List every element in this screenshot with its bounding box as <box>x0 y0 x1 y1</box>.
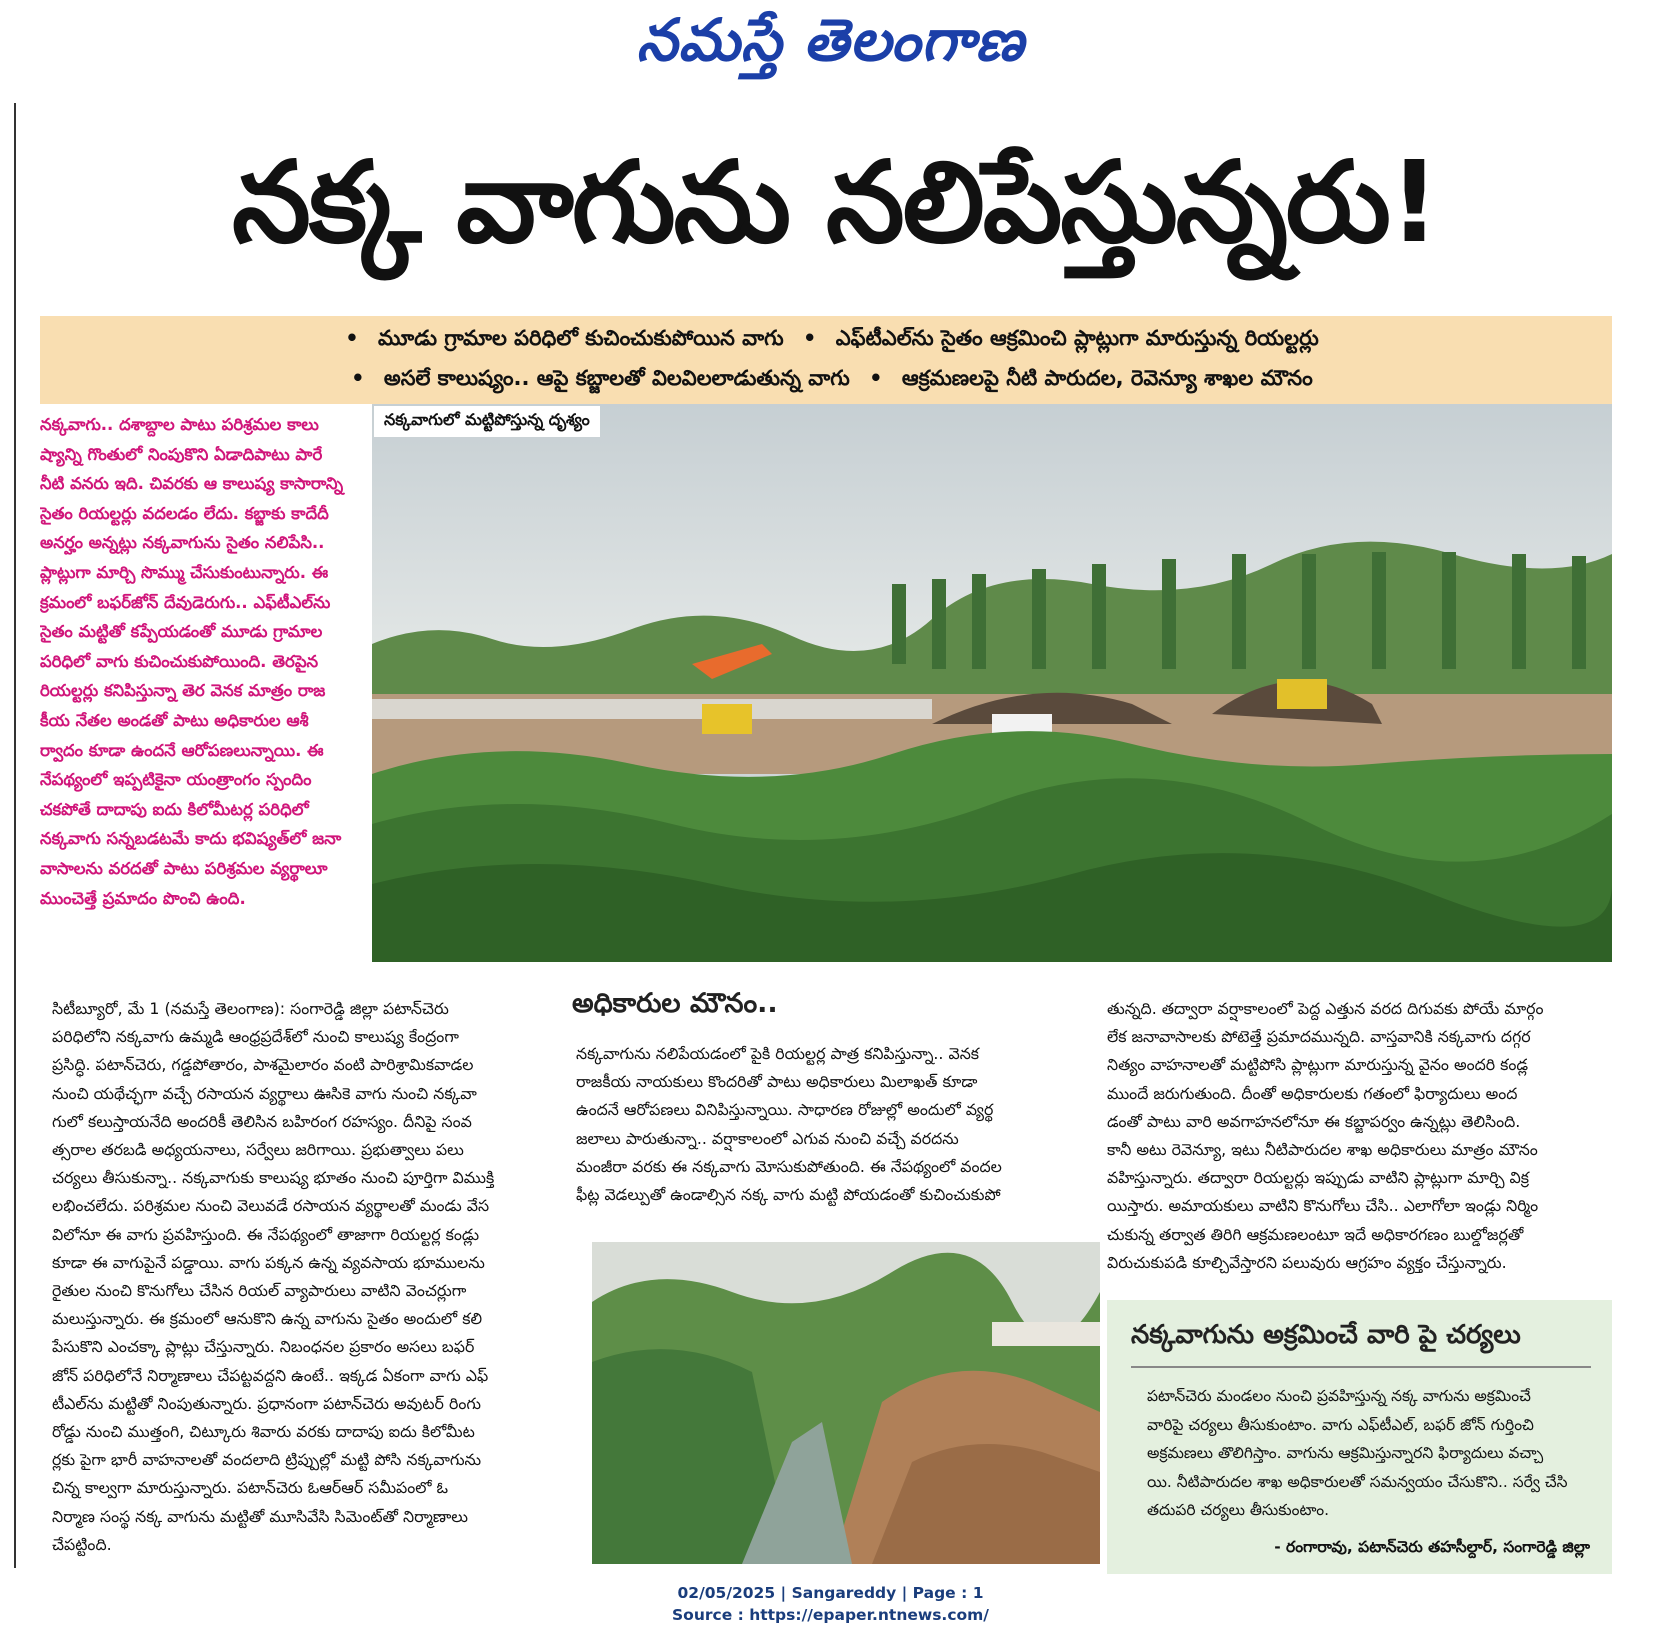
text-line: గులో కలుస్తాయనేది అందరికీ తెలిసిన బహిరంగ రహస్యం. దీనిపై సంవ <box>52 1111 472 1131</box>
intro-line: సైతం రియల్టర్లు వదలడం లేదు. కబ్జాకు కాదేదీ <box>40 503 329 523</box>
text-line: ఉందనే ఆరోపణలు వినిపిస్తున్నాయి. సాధారణ రోజుల్లో అందులో వ్యర్థ <box>576 1100 994 1120</box>
text-line: ఫీట్ల వెడల్పుతో ఉండాల్సిన నక్క వాగు మట్టి పోయడంతో కుచించుకుపో <box>576 1185 1001 1205</box>
text-line: టీఎల్‌ను మట్టితో నింపుతున్నారు. ప్రధానంగా పటాన్‌చెరు అవుటర్ రింగు <box>52 1393 481 1413</box>
text-line: కానీ అటు రెవెన్యూ, ఇటు నీటిపారుదల శాఖ అధికారులు మాత్రం మౌనం <box>1107 1140 1538 1160</box>
text-line: జోన్ పరిధిలోనే నిర్మాణాలు చేపట్టవద్దని ఉంటే.. ఇక్కడ ఏకంగా వాగు ఎఫ్ <box>52 1365 489 1385</box>
column-rule <box>14 103 16 1568</box>
intro-line: ప్లాట్లుగా మార్చి సొమ్ము చేసుకుంటున్నారు. ఈ <box>40 562 329 582</box>
article-column-1 <box>52 995 542 1559</box>
subheadline: మూడు గ్రామాల పరిధిలో కుచించుకుపోయిన వాగు <box>377 326 784 350</box>
intro-line: ర్వాదం కూడా ఉందనే ఆరోపణలున్నాయి. ఈ <box>40 740 324 760</box>
quote-box-body <box>1147 1382 1607 1525</box>
intro-line: నేపథ్యంలో ఇప్పటికైనా యంత్రాంగం స్పందిం <box>40 770 312 790</box>
text-line: చిన్న కాల్వగా మారుస్తున్నారు. పటాన్‌చెరు ఓఆర్ఆర్ సమీపంలో ఓ <box>52 1478 449 1498</box>
text-line: విలోనూ ఈ వాగు ప్రవహిస్తుంది. ఈ నేపథ్యంలో తాజాగా రియల్టర్ల కండ్లు <box>52 1224 480 1244</box>
text-line: పేసుకొని ఎంచక్కా ప్లాట్లు చేస్తున్నారు. నిబంధనల ప్రకారం అసలు బఫర్ <box>52 1337 475 1357</box>
intro-line: నీటి వనరు ఇది. చివరకు ఆ కాలుష్య కాసారాన్ని <box>40 474 344 494</box>
text-line: పరిధిలోని నక్కవాగు ఉమ్మడి ఆంధ్రప్రదేశ్‌లో నుంచి కాలుష్య కేంద్రంగా <box>52 1027 459 1047</box>
intro-line: అనర్హం అన్నట్లు నక్కవాగును సైతం నలిపేసి.. <box>40 533 325 553</box>
quote-line: తదుపరి చర్యలు తీసుకుంటాం. <box>1147 1501 1330 1519</box>
quote-box-title: నక్కవాగును అక్రమించే వారి పై చర్యలు <box>1131 1320 1591 1368</box>
text-line: యిస్తారు. అమాయకులు వాటిని కొనుగోలు చేసి.. ఎలాగోలా ఇండ్లు నిర్మిం <box>1107 1196 1539 1216</box>
text-line: లభించలేదు. పరిశ్రమల నుంచి వెలువడే రసాయన వ్యర్థాలతో మండు వేస <box>52 1196 490 1216</box>
page-headline: నక్క వాగును నలిపేస్తున్నరు! <box>232 138 1438 268</box>
quote-line: అక్రమణలు తొలిగిస్తాం. వాగును ఆక్రమిస్తున్నారని ఫిర్యాదులు వచ్చా <box>1147 1444 1544 1462</box>
text-line: చేపట్టింది. <box>52 1534 112 1554</box>
secondary-photo <box>592 1242 1100 1564</box>
quote-line: వారిపై చర్యలు తీసుకుంటాం. వాగు ఎఫ్‌టీఎల్, బఫర్ జోన్ గుర్తించి <box>1147 1415 1534 1434</box>
text-line: మంజీరా వరకు ఈ నక్కవాగు మోసుకుపోతుంది. ఈ నేపథ్యంలో వందల <box>576 1156 1002 1176</box>
text-line: చుకున్న తర్వాత తిరిగి ఆక్రమణలంటూ ఇదే అధికారగణం బుల్డోజర్లతో <box>1107 1224 1524 1244</box>
bullet-icon: • <box>351 366 365 390</box>
intro-line: వాసాలను వరదతో పాటు పరిశ్రమల వ్యర్థాలూ <box>40 858 328 878</box>
text-line: జలాలు పారుతున్నా.. వర్షాకాలంలో ఎగువ నుంచి వచ్చే వరదను <box>576 1128 959 1148</box>
subheadline-row-2 <box>40 366 1612 396</box>
text-line: రైతుల నుంచి కొనుగోలు చేసిన రియల్ వ్యాపారులు వాటిని వెంచర్లుగా <box>52 1281 467 1301</box>
text-line: త్సరాల తరబడి అధ్యయనాలు, సర్వేలు జరిగాయి. ప్రభుత్వాలు పలు <box>52 1140 464 1160</box>
photo-caption: నక్కవాగులో మట్టిపోస్తున్న దృశ్యం <box>374 406 600 437</box>
intro-line: కీయ నేతల అండతో పాటు అధికారుల ఆశీ <box>40 710 309 730</box>
intro-line: ముంచెత్తే ప్రమాదం పొంచి ఉంది. <box>40 888 246 908</box>
text-line: నక్కవాగును నలిపేయడంలో పైకి రియల్టర్ల పాత్ర కనిపిస్తున్నా.. వెనక <box>576 1044 980 1063</box>
subheadline: ఆక్రమణలపై నీటి పారుదల, రెవెన్యూ శాఖల మౌనం <box>901 366 1313 390</box>
text-line: నుంచి యథేచ్ఛగా వచ్చే రసాయన వ్యర్థాలు ఊసికె వాగు నుంచి నక్కవా <box>52 1083 477 1103</box>
text-line: లేక జనావాసాలకు పోటెత్తే ప్రమాదమున్నది. వాస్తవానికి నక్కవాగు దగ్గర <box>1107 1027 1531 1047</box>
intro-line: ష్యాన్ని గొంతులో నింపుకొని ఏడాదిపాటు పారే <box>40 444 323 464</box>
text-line: ప్రసిద్ధి. పటాన్‌చెరు, గడ్డపోతారం, పాశమైలారం వంటి పారిశ్రామికవాడల <box>52 1055 474 1075</box>
intro-line: రియల్టర్లు కనిపిస్తున్నా తెర వెనక మాత్రం రాజ <box>40 681 326 701</box>
text-line: నిత్యం వాహనాలతో మట్టిపోసి ప్లాట్లుగా మారుస్తున్న వైనం అందరి కండ్ల <box>1107 1055 1529 1075</box>
text-line: ర్లకు పైగా భారీ వాహనాలతో వందలాది ట్రిప్పుల్లో మట్టి పోసి నక్కవాగును <box>52 1450 482 1470</box>
intro-paragraph <box>40 410 358 913</box>
article-column-2 <box>576 1040 1082 1209</box>
subheadline: ఎఫ్‌టీఎల్‌ను సైతం ఆక్రమించి ప్లాట్లుగా మారుస్తున్న రియల్టర్లు <box>835 326 1319 350</box>
bullet-icon: • <box>345 326 359 350</box>
intro-line: క్రమంలో బఫర్‌జోన్ దేవుడెరుగు.. ఎఫ్‌టీఎల్‌ను <box>40 592 331 612</box>
text-line: సిటీబ్యూరో, మే 1 (నమస్తే తెలంగాణ): సంగారెడ్డి జిల్లా పటాన్‌చెరు <box>52 999 449 1018</box>
section-heading: అధికారుల మౌనం.. <box>572 988 778 1019</box>
text-line: మలుస్తున్నారు. ఈ క్రమంలో ఆనుకొని ఉన్న వాగును సైతం అందులో కలి <box>52 1309 483 1329</box>
intro-line: సైతం మట్టితో కప్పేయడంతో మూడు గ్రామాల <box>40 622 323 642</box>
text-line: కూడా ఈ వాగుపైనే పడ్డాయి. వాగు పక్కన ఉన్న వ్యవసాయ భూములను <box>52 1252 485 1272</box>
subheadline: అసలే కాలుష్యం.. ఆపై కబ్జాలతో విలవిలలాడుతున్న వాగు <box>383 366 850 390</box>
quote-line: యి. నీటిపారుదల శాఖ అధికారులతో సమన్వయం చేసుకొని.. సర్వే చేసి <box>1147 1472 1568 1491</box>
quote-line: పటాన్‌చెరు మండలం నుంచి ప్రవహిస్తున్న నక్క వాగును అక్రమించే <box>1147 1387 1531 1405</box>
article-column-3 <box>1107 995 1612 1277</box>
text-line: రోడ్డు నుంచి ముత్తంగి, చిట్కూరు శివారు వరకు దాదాపు ఐదు కిలోమీట <box>52 1422 475 1442</box>
construction-site-photo <box>372 404 1612 962</box>
text-line: విరుచుకుపడి కూల్చివేస్తారని పలువురు ఆగ్రహం వ్యక్తం చేస్తున్నారు. <box>1107 1252 1507 1272</box>
masthead-logo: నమస్తే తెలంగాణ <box>636 6 1025 74</box>
footer-source-line: Source : https://epaper.ntnews.com/ <box>672 1606 989 1624</box>
main-photo <box>372 404 1612 962</box>
intro-line: నక్కవాగు.. దశాబ్దాల పాటు పరిశ్రమల కాలు <box>40 415 319 434</box>
text-line: ముందే జరుగుతుంది. దీంతో అధికారులకు గతంలో ఫిర్యాదులు అంద <box>1107 1083 1518 1103</box>
footer-date-line: 02/05/2025 | Sangareddy | Page : 1 <box>677 1584 984 1602</box>
intro-line: నక్కవాగు సన్నబడటమే కాదు భవిష్యత్‌లో జనా <box>40 829 342 849</box>
bullet-icon: • <box>802 326 817 350</box>
text-line: రాజకీయ నాయకులు కొందరితో పాటు అధికారులు మిలాఖత్ కూడా <box>576 1072 978 1092</box>
subheadline-band <box>40 316 1612 404</box>
subheadline-row-1 <box>40 326 1612 356</box>
text-line: వహిస్తున్నారు. తద్వారా రియల్టర్లు ఇప్పుడు వాటిని ప్లాట్లుగా మార్చి విక్ర <box>1107 1168 1530 1188</box>
intro-line: పరిధిలో వాగు కుచించుకుపోయింది. తెరపైన <box>40 651 319 671</box>
text-line: డంతో పాటు వారి అవగాహనలోనూ ఈ కబ్జాపర్వం ఉన్నట్లు తెలిసింది. <box>1107 1111 1521 1131</box>
quote-box <box>1107 1300 1612 1574</box>
text-line: తున్నది. తద్వారా వర్షాకాలంలో పెద్ద ఎత్తున వరద దిగువకు పోయే మార్గం <box>1107 999 1544 1018</box>
intro-line: చకపోతే దాదాపు ఐదు కిలోమీటర్ల పరిధిలో <box>40 799 309 819</box>
bullet-icon: • <box>869 366 883 390</box>
text-line: చర్యలు తీసుకున్నా.. నక్కవాగుకు కాలుష్య భూతం నుంచి పూర్తిగా విముక్తి <box>52 1168 495 1188</box>
text-line: నిర్మాణ సంస్థ నక్క వాగును మట్టితో మూసివేసి సిమెంట్‌తో నిర్మాణాలు <box>52 1506 468 1526</box>
dumped-soil-photo <box>592 1242 1100 1564</box>
quote-signature: - రంగారావు, పటాన్‌చెరు తహసీల్దార్, సంగారెడ్డి జిల్లా <box>1274 1538 1590 1556</box>
